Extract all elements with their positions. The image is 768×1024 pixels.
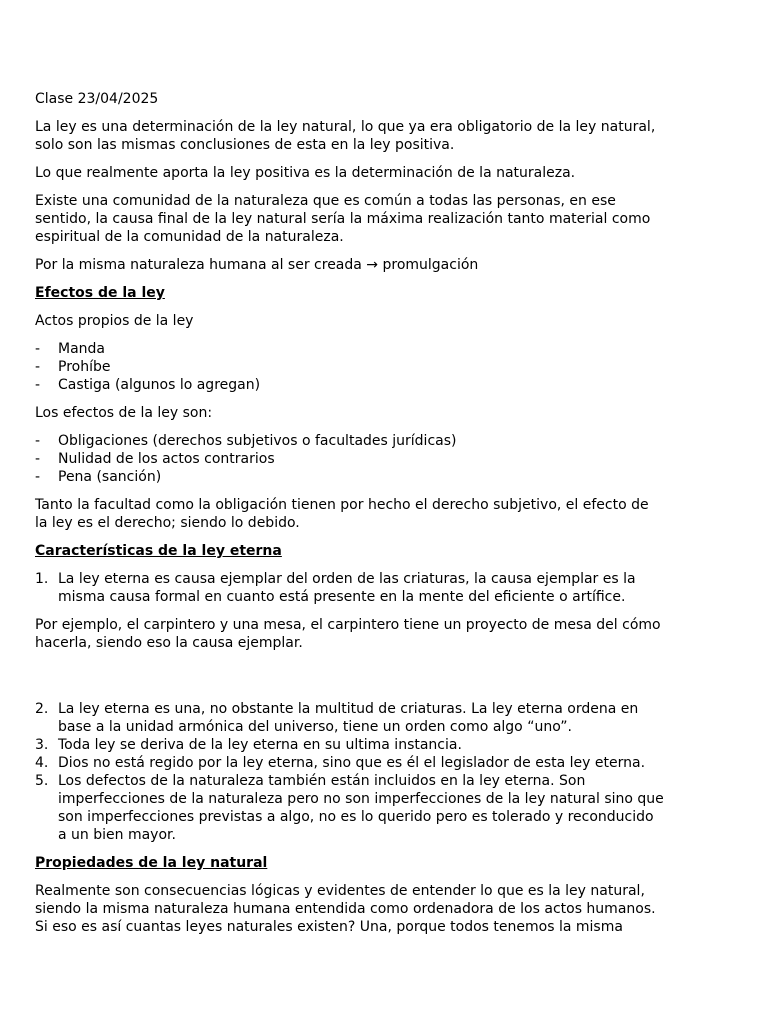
natural-text: Realmente son consecuencias lógicas y evidentes de entender lo que es la ley natural, siendo la misma naturaleza humana entendida como ordenadora de los actos humanos. Si eso es así cuantas leyes naturales existen? Una, porque todos tenemos la misma <box>35 883 656 935</box>
list-item <box>35 772 665 844</box>
list-item-text: Pena (sanción) <box>58 469 162 485</box>
efectos-intro: Los efectos de la ley son: <box>35 405 213 421</box>
dash-marker: - <box>35 359 41 375</box>
eterna-list-first <box>35 570 665 606</box>
list-item-text: Prohíbe <box>58 359 111 375</box>
list-item <box>35 736 665 754</box>
list-item-text: La ley eterna es una, no obstante la multitud de criaturas. La ley eterna ordena en base a la unidad armónica del universo, tiene un orden como algo “uno”. <box>58 701 639 735</box>
paragraph-3: Existe una comunidad de la naturaleza que es común a todas las personas, en ese sentido, la causa final de la ley natural sería la máxima realización tanto material como espiritual de la comunidad de la naturaleza. <box>35 193 651 245</box>
list-item <box>35 340 665 358</box>
heading-efectos: Efectos de la ley <box>35 285 165 301</box>
list-item-text: Los defectos de la naturaleza también están incluidos en la ley eterna. Son imperfecciones de la naturaleza pero no son imperfecciones de la ley natural sino que son imperfecciones previstas a algo, no es lo querido pero es tolerado y reconducido a un bien mayor. <box>58 773 664 843</box>
list-item-text: La ley eterna es causa ejemplar del orden de las criaturas, la causa ejemplar es la misma causa formal en cuanto está presente en la mente del eficiente o artífice. <box>58 571 636 605</box>
dash-marker: - <box>35 341 41 357</box>
list-item-text: Toda ley se deriva de la ley eterna en su ultima instancia. <box>58 737 462 753</box>
list-item-text: Nulidad de los actos contrarios <box>58 451 275 467</box>
dash-marker: - <box>35 469 41 485</box>
dash-marker: - <box>35 377 41 393</box>
dash-marker: - <box>35 433 41 449</box>
eterna-example: Por ejemplo, el carpintero y una mesa, el carpintero tiene un proyecto de mesa del cómo hacerla, siendo eso la causa ejemplar. <box>35 617 661 651</box>
date-line: Clase 23/04/2025 <box>35 91 159 107</box>
list-item <box>35 570 665 606</box>
number-marker: 4. <box>35 755 49 771</box>
efectos-list <box>35 432 665 486</box>
paragraph-2: Lo que realmente aporta la ley positiva es la determinación de la naturaleza. <box>35 165 576 181</box>
list-item <box>35 432 665 450</box>
document-page <box>35 90 665 946</box>
list-item-text: Dios no está regido por la ley eterna, sino que es él el legislador de esta ley eterna. <box>58 755 646 771</box>
list-item-text: Obligaciones (derechos subjetivos o facultades jurídicas) <box>58 433 457 449</box>
heading-ley-natural: Propiedades de la ley natural <box>35 855 268 871</box>
list-item-text: Castiga (algunos lo agregan) <box>58 377 261 393</box>
dash-marker: - <box>35 451 41 467</box>
list-item <box>35 450 665 468</box>
list-item <box>35 376 665 394</box>
blank-line <box>35 662 665 700</box>
actos-intro: Actos propios de la ley <box>35 313 194 329</box>
number-marker: 1. <box>35 571 49 587</box>
paragraph-4: Por la misma naturaleza humana al ser creada → promulgación <box>35 257 479 273</box>
list-item <box>35 700 665 736</box>
list-item <box>35 754 665 772</box>
efectos-conclusion: Tanto la facultad como la obligación tienen por hecho el derecho subjetivo, el efecto de la ley es el derecho; siendo lo debido. <box>35 497 649 531</box>
number-marker: 5. <box>35 773 49 789</box>
heading-ley-eterna: Características de la ley eterna <box>35 543 282 559</box>
eterna-list-rest <box>35 700 665 844</box>
list-item <box>35 358 665 376</box>
list-item <box>35 468 665 486</box>
number-marker: 2. <box>35 701 49 717</box>
list-item-text: Manda <box>58 341 105 357</box>
paragraph-1: La ley es una determinación de la ley natural, lo que ya era obligatorio de la ley natural, solo son las mismas conclusiones de esta en la ley positiva. <box>35 119 656 153</box>
actos-list <box>35 340 665 394</box>
number-marker: 3. <box>35 737 49 753</box>
